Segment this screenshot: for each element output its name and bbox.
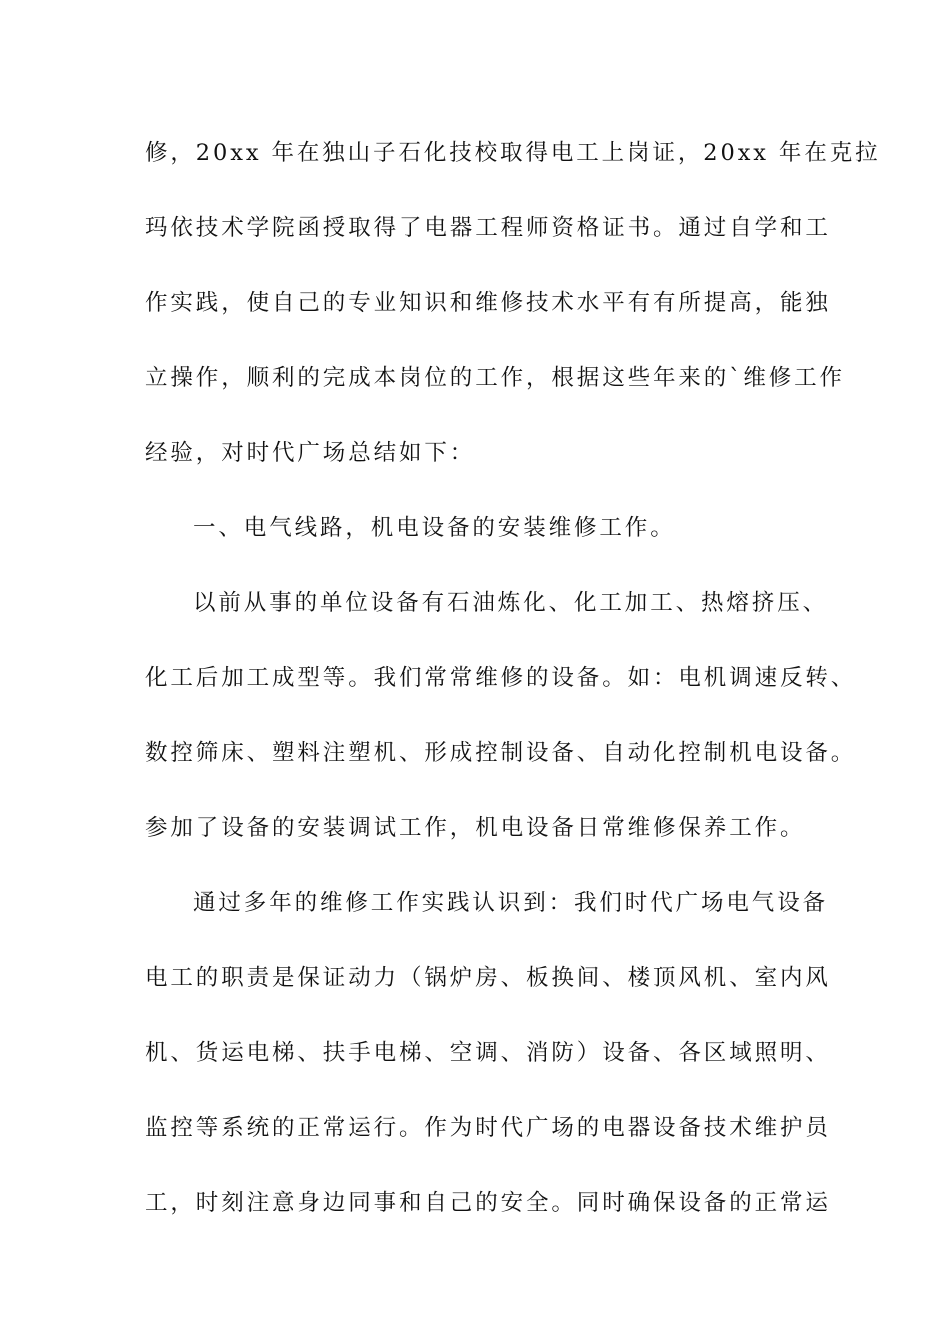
body-text-line: 修，20xx 年在独山子石化技校取得电工上岗证，20xx 年在克拉	[145, 140, 881, 166]
body-text-line: 立操作，顺利的完成本岗位的工作，根据这些年来的`维修工作	[145, 365, 845, 391]
body-text-line: 以前从事的单位设备有石油炼化、化工加工、热熔挤压、	[193, 590, 829, 616]
body-text-line: 数控筛床、塑料注塑机、形成控制设备、自动化控制机电设备。	[145, 740, 857, 766]
body-text-line: 经验，对时代广场总结如下：	[145, 440, 476, 466]
body-text-line: 通过多年的维修工作实践认识到：我们时代广场电气设备	[193, 890, 829, 916]
body-text-line: 机、货运电梯、扶手电梯、空调、消防）设备、各区域照明、	[145, 1040, 831, 1066]
body-text-line: 玛依技术学院函授取得了电器工程师资格证书。通过自学和工	[145, 215, 831, 241]
section-heading: 一、电气线路，机电设备的安装维修工作。	[193, 515, 676, 541]
body-text-line: 化工后加工成型等。我们常常维修的设备。如：电机调速反转、	[145, 665, 857, 691]
body-text-line: 参加了设备的安装调试工作，机电设备日常维修保养工作。	[145, 815, 806, 841]
body-text-line: 作实践，使自己的专业知识和维修技术水平有有所提高，能独	[145, 290, 831, 316]
body-text-line: 电工的职责是保证动力（锅炉房、板换间、楼顶风机、室内风	[145, 965, 831, 991]
body-text-line: 监控等系统的正常运行。作为时代广场的电器设备技术维护员	[145, 1115, 831, 1141]
body-text-line: 工，时刻注意身边同事和自己的安全。同时确保设备的正常运	[145, 1190, 831, 1216]
